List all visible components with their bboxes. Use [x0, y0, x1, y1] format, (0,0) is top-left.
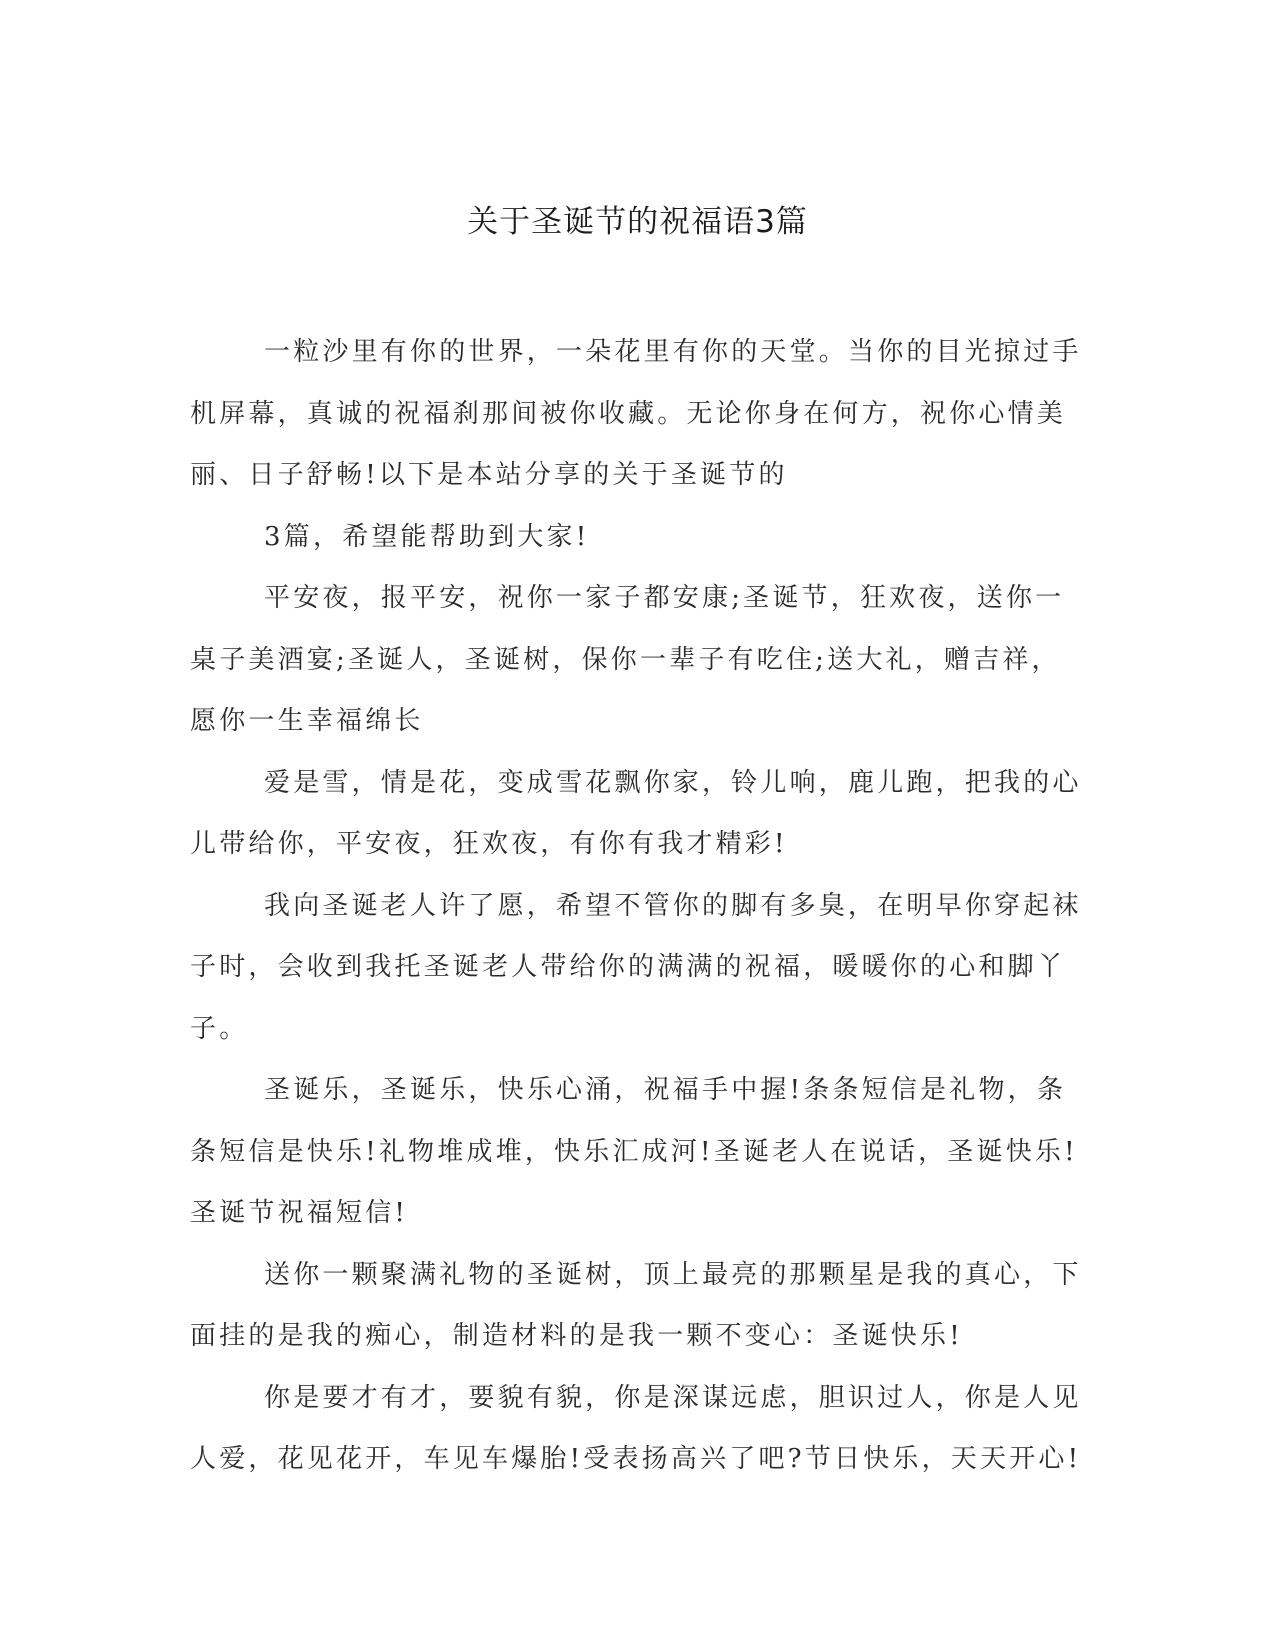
- paragraph: 3篇，希望能帮助到大家!: [264, 521, 590, 552]
- paragraph: 一粒沙里有你的世界，一朵花里有你的天堂。当你的目光掠过手机屏幕，真诚的祝福刹那间被你收藏。无论你身在何方，祝你心情美丽、日子舒畅!以下是本站分享的关于圣诞节的: [190, 337, 1082, 490]
- paragraph: 爱是雪，情是花，变成雪花飘你家，铃儿响，鹿儿跑，把我的心儿带给你，平安夜，狂欢夜，有你有我才精彩!: [190, 767, 1082, 859]
- page-title: 关于圣诞节的祝福语3篇: [467, 204, 808, 240]
- paragraph: 平安夜，报平安，祝你一家子都安康;圣诞节，狂欢夜，送你一桌子美酒宴;圣诞人，圣诞树，保你一辈子有吃住;送大礼，赠吉祥，愿你一生幸福绵长: [190, 583, 1065, 736]
- document-body: [190, 322, 1085, 1491]
- paragraph: 圣诞乐，圣诞乐，快乐心涌，祝福手中握!条条短信是礼物，条条短信是快乐!礼物堆成堆，快乐汇成河!圣诞老人在说话，圣诞快乐!圣诞节祝福短信!: [190, 1075, 1078, 1228]
- paragraph: 我向圣诞老人许了愿，希望不管你的脚有多臭，在明早你穿起袜子时，会收到我托圣诞老人带给你的满满的祝福，暖暖你的心和脚丫子。: [190, 890, 1082, 1044]
- paragraph: 送你一颗聚满礼物的圣诞树，顶上最亮的那颗星是我的真心，下面挂的是我的痴心，制造材料的是我一颗不变心：圣诞快乐!: [190, 1259, 1082, 1351]
- paragraph: 你是要才有才，要貌有貌，你是深谋远虑，胆识过人，你是人见人爱，花见花开，车见车爆胎!受表扬高兴了吧?节日快乐，天天开心!: [190, 1382, 1082, 1474]
